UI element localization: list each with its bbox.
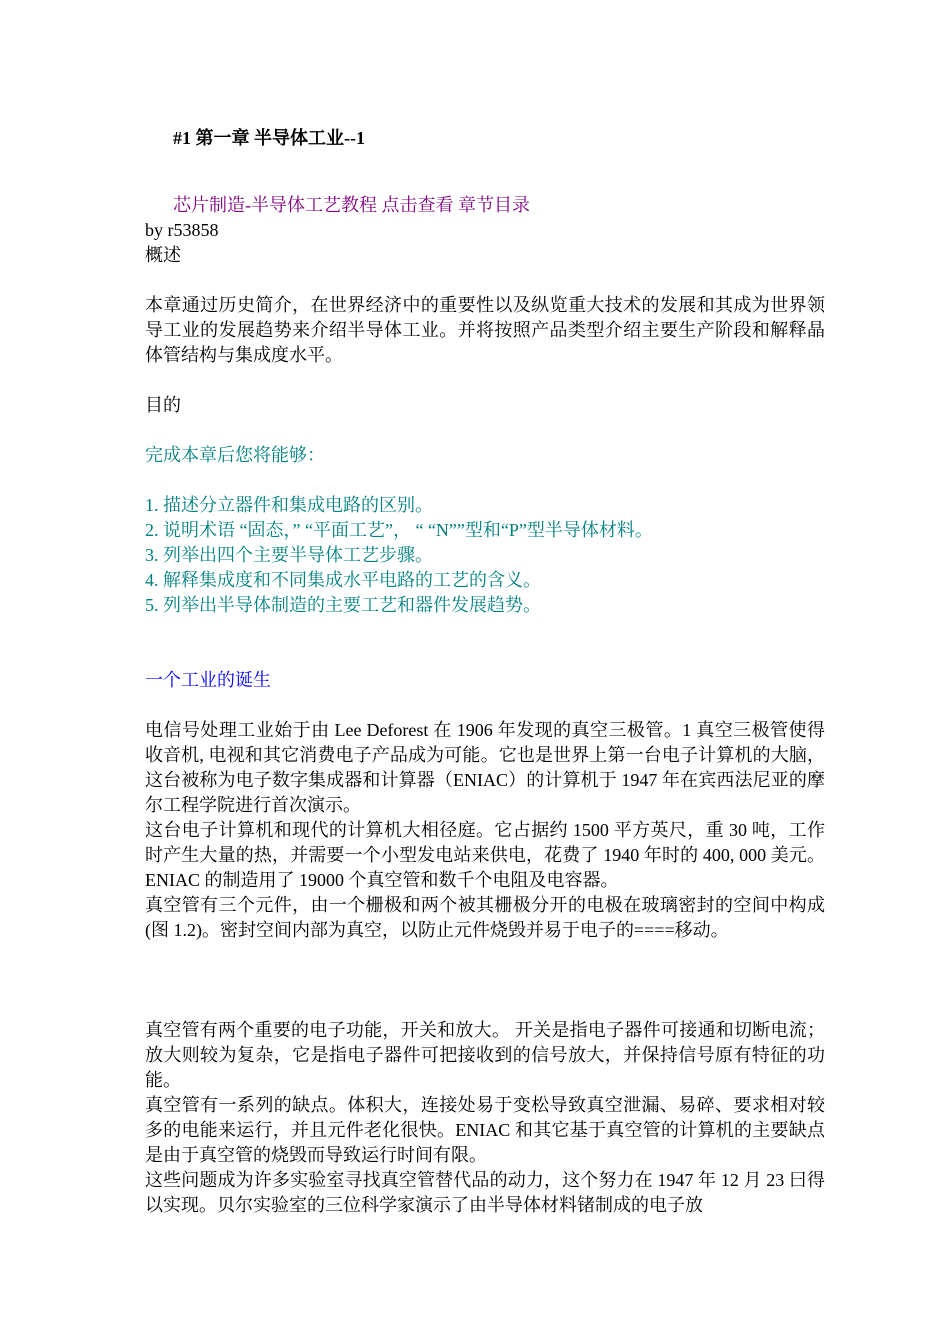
section-heading: 一个工业的诞生 [145, 670, 271, 690]
overview-paragraph: 本章通过历史简介，在世界经济中的重要性以及纵览重大技术的发展和其成为世界领导工业的发展趋势来介绍半导体工业。并将按照产品类型介绍主要生产阶段和解释晶体管结构与集成度水平。 [145, 295, 825, 365]
page-title: #1 第一章 半导体工业--1 [173, 128, 365, 148]
body-paragraph: 这些问题成为许多实验室寻找真空管替代品的动力，这个努力在 1947 年 12 月 23 曰得以实现。贝尔实验室的三位科学家演示了由半导体材料锗制成的电子放 [145, 1170, 825, 1215]
objective-item: 1. 描述分立器件和集成电路的区别。 [145, 495, 433, 515]
body-paragraph: 真空管有一系列的缺点。体积大，连接处易于变松导致真空泄漏、易碎、要求相对较多的电能来运行，并且元件老化很快。ENIAC 和其它基于真空管的计算机的主要缺点是由于真空管的烧毁而导致运行时间有限。 [145, 1095, 825, 1165]
body-paragraph: 真空管有两个重要的电子功能，开关和放大。 开关是指电子器件可接通和切断电流； 放大则较为复杂，它是指电子器件可把接收到的信号放大，并保持信号原有特征的功能。 [145, 1020, 825, 1090]
body-paragraph: 真空管有三个元件，由一个栅极和两个被其栅极分开的电极在玻璃密封的空间中构成(图 1.2)。密封空间内部为真空，以防止元件烧毁并易于电子的====移动。 [145, 895, 825, 940]
objectives-list [145, 493, 825, 618]
chapter-index-link[interactable]: 芯片制造-半导体工艺教程 点击查看 章节目录 [173, 195, 530, 215]
overview-heading: 概述 [145, 245, 181, 265]
objective-item: 2. 说明术语 “固态，” “平面工艺”， “ “N””型和“P”型半导体材料。 [145, 520, 653, 540]
purpose-heading: 目的 [145, 395, 181, 415]
objective-item: 5. 列举出半导体制造的主要工艺和器件发展趋势。 [145, 595, 541, 615]
author-line: by r53858 [145, 220, 219, 240]
objective-item: 3. 列举出四个主要半导体工艺步骤。 [145, 545, 433, 565]
body-paragraph: 电信号处理工业始于由 Lee Deforest 在 1906 年发现的真空三极管。1 真空三极管使得收音机, 电视和其它消费电子产品成为可能。它也是世界上第一台电子计算机的大脑，这台被称为电子数字集成器和计算器（ENIAC）的计算机于 1947 年在宾西法尼亚的摩尔工程学院进行首次演示。 [145, 720, 825, 815]
objectives-intro: 完成本章后您将能够： [145, 445, 325, 465]
objective-item: 4. 解释集成度和不同集成水平电路的工艺的含义。 [145, 570, 541, 590]
body-paragraph: 这台电子计算机和现代的计算机大相径庭。它占据约 1500 平方英尺，重 30 吨，工作时产生大量的热，并需要一个小型发电站来供电，花费了 1940 年时的 400, 000 美元。ENIAC 的制造用了 19000 个真空管和数千个电阻及电容器。 [145, 820, 825, 890]
document-content [145, 193, 825, 1218]
